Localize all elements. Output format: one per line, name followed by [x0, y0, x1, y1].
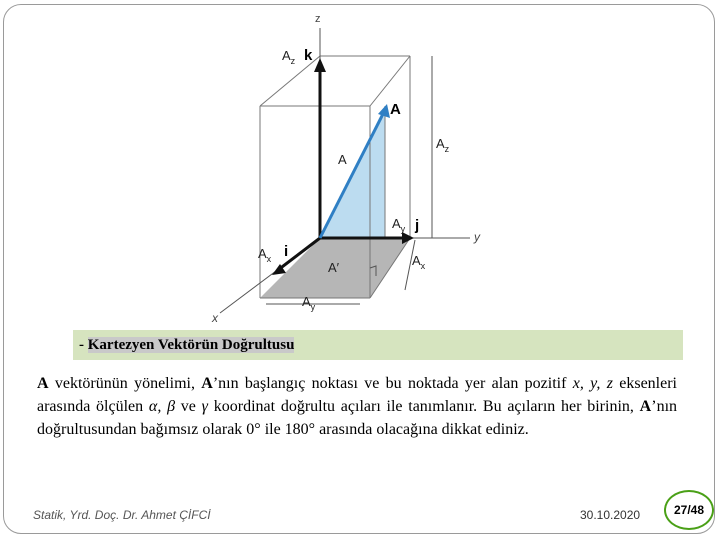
- label-a-tip: A: [390, 101, 401, 118]
- axis-label-x: x: [212, 311, 218, 325]
- body-paragraph: [37, 372, 677, 441]
- body-text-2: ’nın başlangıç noktası ve bu noktada yer alan pozitif: [212, 375, 573, 392]
- vector-diagram: [200, 8, 500, 328]
- angle-names: α, β: [148, 398, 176, 415]
- section-heading-text: Kartezyen Vektörün Doğrultusu: [87, 337, 295, 353]
- section-heading-prefix: -: [79, 337, 88, 353]
- vector-symbol: A: [37, 375, 49, 392]
- body-text-1: vektörünün yönelimi,: [48, 375, 202, 392]
- section-heading-bar: [73, 330, 683, 360]
- footer-date: 30.10.2020: [580, 508, 641, 522]
- vector-symbol-2: A: [201, 375, 213, 392]
- label-ax: $A_x$: [258, 246, 272, 264]
- body-text-5: koordinat doğrultu açıları ile tanımlanır. Bu açıların her birinin,: [207, 398, 640, 415]
- label-ay-bottom: $A_y$: [302, 294, 316, 312]
- axis-names: x, y, z: [572, 375, 613, 392]
- page-number-badge: [664, 490, 714, 530]
- axis-label-y: y: [474, 230, 480, 244]
- page-number: 27/48: [673, 503, 705, 517]
- label-ax-right: $A_x$: [412, 253, 426, 271]
- label-j: j: [415, 217, 420, 234]
- label-k: k: [304, 47, 313, 64]
- section-heading: [79, 337, 294, 354]
- body-text-6: ’nın doğrultusundan bağımsız olarak 0° ile 180° arasında olacağına dikkat ediniz.: [37, 398, 678, 438]
- label-ay: $A_y$: [392, 216, 406, 234]
- axis-label-z: z: [315, 13, 321, 25]
- label-a-mid: A: [338, 152, 347, 167]
- label-i: i: [284, 243, 289, 260]
- label-az: $A_z$: [282, 48, 296, 66]
- footer-author: Statik, Yrd. Doç. Dr. Ahmet ÇİFCİ: [33, 508, 211, 522]
- body-text-3: eksenleri arasında ölçülen: [37, 375, 677, 415]
- vector-a-arrowhead: [378, 104, 390, 118]
- vector-symbol-3: A: [639, 398, 652, 415]
- gamma-name: γ: [201, 398, 208, 415]
- body-text-4: ve: [175, 398, 202, 415]
- label-az-side: $A_z$: [436, 136, 450, 154]
- label-a-prime: A′: [328, 260, 340, 275]
- vector-diagram-svg: [200, 8, 500, 328]
